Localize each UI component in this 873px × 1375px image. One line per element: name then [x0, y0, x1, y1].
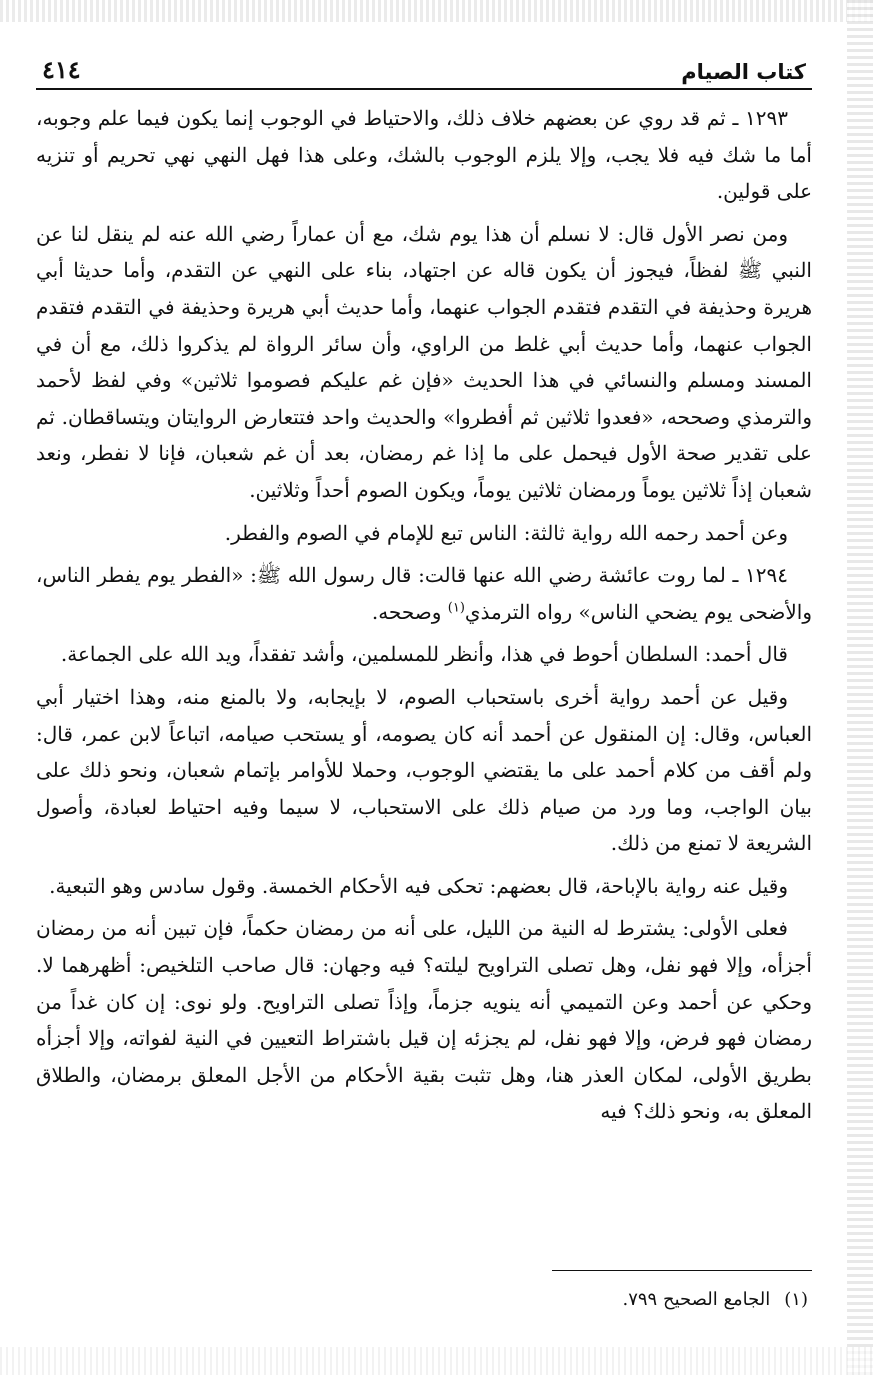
- footnote: [622, 1288, 808, 1312]
- paragraph: وقيل عن أحمد رواية أخرى باستحباب الصوم، لا بإيجابه، ولا بالمنع منه، وهذا اختيار أبي العباس، وقال: إن المنقول عن أحمد أنه كان يصومه، أو يستحب صيامه، اتباعاً لابن عمر، قال: ولم أقف من كلام أحمد على ما يقتضي الوجوب، وحملا للأوامر بإتمام شعبان، ونحو ذلك على بيان الواجب، وما ورد من صيام ذلك على الاستحباب، لا سيما وفيه احتياط لعبادة، وأصول الشريعة لا تمنع من ذلك.: [36, 684, 813, 856]
- paragraph: ومن نصر الأول قال: لا نسلم أن هذا يوم شك، مع أن عماراً رضي الله عنه لم ينقل لنا عن النبي ﷺ لفظاً، فيجوز أن يكون قاله عن اجتهاد، بناء على النهي عن التقدم، وأما حديثا أبي هريرة وحذيفة في التقدم فتقدم الجواب عنهما، وأما حديث أبي هريرة وحذيفة في التقدم فتقدم الجواب عنهما، وأما حديث أبي غلط من الراوي، وأن سائر الرواة لم يذكروا ذلك، مع أن في المسند ومسلم والنسائي في هذا الحديث «فإن غم عليكم فصوموا ثلاثين» وفي لفظ لأحمد والترمذي وصححه، «فعدوا ثلاثين ثم أفطروا» والحديث واحد فتتعارض الروايتان ويتساقطان. ثم على تقدير صحة الأول فيحمل على ما إذا غم رمضان، بعد أن غم شعبان، فإنا لا نفطر، ونعد شعبان إذاً ثلاثين يوماً ورمضان ثلاثين يوماً، ويكون الصوم أحداً وثلاثين.: [36, 221, 812, 502]
- footnote-text: الجامع الصحيح ٧٩٩.: [622, 1289, 771, 1310]
- paragraph-text: ١٢٩٤ ـ لما روت عائشة رضي الله عنها قالت: قال رسول الله ﷺ: «الفطر يوم يفطر الناس، والأضحى يوم يضحي الناس» رواه الترمذي: [36, 563, 812, 624]
- footnote-divider: [552, 1270, 812, 1271]
- paragraph-text: وصححه.: [371, 599, 448, 624]
- scan-edge-top: [0, 0, 873, 22]
- paragraph: قال أحمد: السلطان أحوط في هذا، وأنظر للمسلمين، وأشد تفقداً، ويد الله على الجماعة.: [60, 642, 788, 667]
- running-header: [36, 50, 812, 90]
- body-text: [36, 100, 812, 1130]
- footnote-marker[interactable]: (١): [447, 600, 465, 616]
- paragraph: ١٢٩٣ ـ ثم قد روي عن بعضهم خلاف ذلك، والاحتياط في الوجوب إنما يكون فيما علم وجوبه، أما ما شك فيه فلا يجب، وإلا يلزم الوجوب بالشك، وعلى هذا فهل النهي نهي تحريم أو تنزيه على قولين.: [36, 106, 812, 204]
- scan-edge-right: [847, 0, 873, 1375]
- scan-edge-bottom: [0, 1347, 873, 1375]
- paragraph-with-note: [36, 557, 812, 630]
- paragraph: وعن أحمد رحمه الله رواية ثالثة: الناس تبع للإمام في الصوم والفطر.: [224, 520, 788, 545]
- paragraph: وقيل عنه رواية بالإباحة، قال بعضهم: تحكى فيه الأحكام الخمسة. وقول سادس وهو التبعية.: [49, 873, 788, 898]
- book-page: [36, 50, 813, 1310]
- paragraph: فعلى الأولى: يشترط له النية من الليل، على أنه من رمضان حكماً، فإن تبين أنه من رمضان أجزأه، وإلا فهو نفل، وهل تصلى التراويح ليلته؟ فيه وجهان: قال صاحب التلخيص: أظهرهما لا. وحكي عن أحمد وعن التميمي أنه ينويه جزماً، وإذاً تصلى التراويح. ولو نوى: إن كان غداً من رمضان فهو فرض، وإلا فهو نفل، لم يجزئه إن قيل باشتراط التعيين في النية لفواته، وإلا أجزأه بطريق الأولى، لمكان العذر هنا، وهل تثبت بقية الأحكام من الأجل المعلق برمضان، والطلاق المعلق به، ونحو ذلك؟ فيه: [36, 916, 812, 1124]
- footnote-number: (١): [784, 1289, 808, 1310]
- book-title: كتاب الصيام: [681, 60, 806, 84]
- page-number: ٤١٤: [42, 55, 81, 84]
